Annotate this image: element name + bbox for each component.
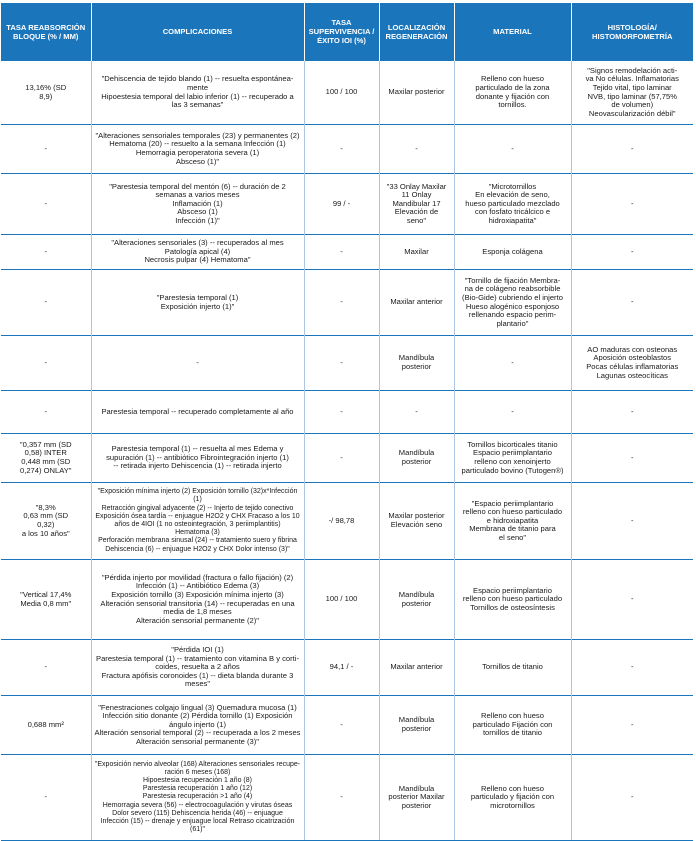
cell-complicaciones: "Pérdida IOI (1) Parestesia temporal (1) -- tratamiento con vitamina B y corti- coides, resuelta a 2 años Fractura apófisis coronoides (1) -- dieta blanda durante 3 meses" <box>91 640 304 696</box>
header-localizacion: LOCALIZACIÓN REGENERACIÓN <box>379 3 454 61</box>
table-row <box>1 235 693 270</box>
table-row <box>1 640 693 696</box>
cell-tasa: - <box>1 391 91 434</box>
cell-tasa: - <box>1 235 91 270</box>
cell-supervivencia: - <box>304 696 379 755</box>
cell-supervivencia: 99 / - <box>304 174 379 235</box>
cell-tasa: "0,357 mm (SD 0,58) INTER 0,448 mm (SD 0,274) ONLAY" <box>1 434 91 483</box>
cell-material: - <box>454 336 571 391</box>
cell-histologia: - <box>571 483 693 560</box>
table-row <box>1 696 693 755</box>
cell-supervivencia: 100 / 100 <box>304 61 379 125</box>
cell-material: Relleno con hueso particulado y fijación con microtornillos <box>454 755 571 841</box>
cell-material: Esponja colágena <box>454 235 571 270</box>
cell-material: Tornillos de titanio <box>454 640 571 696</box>
cell-material: - <box>454 125 571 174</box>
cell-tasa: "Vertical 17,4% Media 0,8 mm" <box>1 560 91 640</box>
cell-supervivencia: -/ 98,78 <box>304 483 379 560</box>
cell-complicaciones: "Dehiscencia de tejido blando (1) -- resuelta espontánea- mente Hipoestesia temporal del labio inferior (1) -- recuperado a las 3 semanas" <box>91 61 304 125</box>
cell-material: - <box>454 391 571 434</box>
cell-supervivencia: 100 / 100 <box>304 560 379 640</box>
cell-localizacion: Mandíbula posterior <box>379 434 454 483</box>
cell-material: "Tornillo de fijación Membra- na de colágeno reabsorbible (Bio-Gide) cubriendo el injerto Hueso alogénico esponjoso rellenando espacio perim- plantario" <box>454 270 571 336</box>
cell-histologia: - <box>571 125 693 174</box>
cell-tasa: - <box>1 755 91 841</box>
cell-supervivencia: - <box>304 235 379 270</box>
cell-supervivencia: - <box>304 125 379 174</box>
table-row <box>1 336 693 391</box>
cell-tasa: - <box>1 125 91 174</box>
table-header-row <box>1 3 693 61</box>
table-row <box>1 270 693 336</box>
cell-histologia: - <box>571 560 693 640</box>
cell-tasa: 0,688 mm² <box>1 696 91 755</box>
cell-localizacion: Maxilar anterior <box>379 640 454 696</box>
header-supervivencia: TASA SUPERVIVENCIA / ÉXITO IOI (%) <box>304 3 379 61</box>
cell-material: "Espacio periimplantario relleno con hueso particulado e hidroxiapatita Membrana de titanio para el seno" <box>454 483 571 560</box>
cell-localizacion: Mandíbula posterior <box>379 560 454 640</box>
complications-table <box>1 3 693 841</box>
cell-localizacion: Mandíbula posterior <box>379 696 454 755</box>
cell-supervivencia: - <box>304 391 379 434</box>
cell-complicaciones: - <box>91 336 304 391</box>
header-tasa-reabsorcion: TASA REABSORCIÓN BLOQUE (% / MM) <box>1 3 91 61</box>
cell-material: Espacio periimplantario relleno con hueso particulado Tornillos de osteosíntesis <box>454 560 571 640</box>
header-histologia: HISTOLOGÍA/ HISTOMORFOMETRÍA <box>571 3 693 61</box>
cell-histologia: - <box>571 174 693 235</box>
cell-complicaciones: Parestesia temporal -- recuperado completamente al año <box>91 391 304 434</box>
cell-tasa: - <box>1 336 91 391</box>
cell-histologia: - <box>571 640 693 696</box>
cell-localizacion: Maxilar <box>379 235 454 270</box>
cell-complicaciones: "Exposición mínima injerto (2) Exposición tornillo (32)x*Infección (1) Retracción gingival adyacente (2) -- Injerto de tejido conectivo Exposición ósea tardía -- enjuague H2O2 y CHX Fracaso a los 10 años de 4IOI (1 no osteointegración, 3 periimplantitis) Hematoma (3) Perforación membrana sinusal (24) -- tratamiento suero y fibrina Dehiscencia (6) -- enjuague H2O2 y CHX Dolor intenso (3)" <box>91 483 304 560</box>
cell-localizacion: "33 Onlay Maxilar 11 Onlay Mandibular 17 Elevación de seno" <box>379 174 454 235</box>
cell-histologia: - <box>571 755 693 841</box>
header-material: MATERIAL <box>454 3 571 61</box>
cell-supervivencia: - <box>304 336 379 391</box>
table-row <box>1 755 693 841</box>
cell-tasa: - <box>1 270 91 336</box>
cell-complicaciones: "Fenestraciones colgajo lingual (3) Quemadura mucosa (1) Infección sitio donante (2) Pérdida tornillo (1) Exposición ángulo injerto (1) Alteración sensorial temporal (2) -- recuperada a los 2 meses Alteración sensorial permanente (3)" <box>91 696 304 755</box>
cell-localizacion: - <box>379 391 454 434</box>
table-row <box>1 125 693 174</box>
cell-complicaciones: Parestesia temporal (1) -- resuelta al mes Edema y supuración (1) -- antibiótico Fibrointegración injerto (1) -- retirada injerto Dehiscencia (1) -- retirada injerto <box>91 434 304 483</box>
header-complicaciones: COMPLICACIONES <box>91 3 304 61</box>
cell-histologia: - <box>571 270 693 336</box>
cell-complicaciones: "Alteraciones sensoriales temporales (23) y permanentes (2) Hematoma (20) -- resuelto a la semana Infección (1) Hemorragia peroperatoria severa (1) Absceso (1)" <box>91 125 304 174</box>
cell-histologia: - <box>571 434 693 483</box>
cell-tasa: 13,16% (SD 8,9) <box>1 61 91 125</box>
table-row <box>1 434 693 483</box>
table-row <box>1 61 693 125</box>
cell-supervivencia: - <box>304 434 379 483</box>
cell-material: Relleno con hueso particulado de la zona donante y fijación con tornillos. <box>454 61 571 125</box>
table-row <box>1 483 693 560</box>
cell-histologia: "Signos remodelación acti- va No células. Inflamatorias Tejido vital, tipo laminar NVB, tipo laminar (57,75% de volumen) Neovascularización débil" <box>571 61 693 125</box>
table-row <box>1 391 693 434</box>
cell-localizacion: Maxilar posterior Elevación seno <box>379 483 454 560</box>
cell-complicaciones: "Exposición nervio alveolar (168) Alteraciones sensoriales recupe- ración 6 meses (168) Hipoestesia recuperación 1 año (8) Parestesia recuperación 1 año (12) Parestesia recuperación >1 año (4) Hemorragia severa (56) -- electrocoagulación y virutas óseas Dolor severo (115) Dehiscencia herida (46) -- enjuague Infección (15) -- drenaje y enjuague local Retraso cicatrización (61)" <box>91 755 304 841</box>
cell-material: Tornillos bicorticales titanio Espacio periimplantario relleno con xenoinjerto particulado bovino (Tutogen®) <box>454 434 571 483</box>
table-row <box>1 560 693 640</box>
cell-histologia: - <box>571 696 693 755</box>
cell-supervivencia: - <box>304 755 379 841</box>
cell-tasa: - <box>1 640 91 696</box>
cell-material: Relleno con hueso particulado Fijación con tornillos de titanio <box>454 696 571 755</box>
table-row <box>1 174 693 235</box>
cell-localizacion: Mandíbula posterior <box>379 336 454 391</box>
cell-localizacion: Maxilar posterior <box>379 61 454 125</box>
cell-histologia: - <box>571 391 693 434</box>
cell-histologia: - <box>571 235 693 270</box>
cell-complicaciones: "Pérdida injerto por movilidad (fractura o fallo fijación) (2) Infección (1) -- Antibiótico Edema (3) Exposición tornillo (3) Exposición mínima injerto (3) Alteración sensorial transitoria (14) -- recuperadas en una media de 1,8 meses Alteración sensorial permanente (2)" <box>91 560 304 640</box>
cell-localizacion: - <box>379 125 454 174</box>
cell-material: "Microtornillos En elevación de seno, hueso particulado mezclado con fosfato tricálcico e hidroxiapatita" <box>454 174 571 235</box>
cell-complicaciones: "Alteraciones sensoriales (3) -- recuperados al mes Patología apical (4) Necrosis pulpar (4) Hematoma" <box>91 235 304 270</box>
cell-localizacion: Mandíbula posterior Maxilar posterior <box>379 755 454 841</box>
cell-complicaciones: "Parestesia temporal del mentón (6) -- duración de 2 semanas a varios meses Inflamación (1) Absceso (1) Infección (1)" <box>91 174 304 235</box>
cell-histologia: AO maduras con osteonas Aposición osteoblastos Pocas células inflamatorias Lagunas osteocíticas <box>571 336 693 391</box>
cell-supervivencia: - <box>304 270 379 336</box>
cell-tasa: "8,3% 0,63 mm (SD 0,32) a los 10 años" <box>1 483 91 560</box>
cell-tasa: - <box>1 174 91 235</box>
cell-supervivencia: 94,1 / - <box>304 640 379 696</box>
cell-localizacion: Maxilar anterior <box>379 270 454 336</box>
cell-complicaciones: "Parestesia temporal (1) Exposición injerto (1)" <box>91 270 304 336</box>
